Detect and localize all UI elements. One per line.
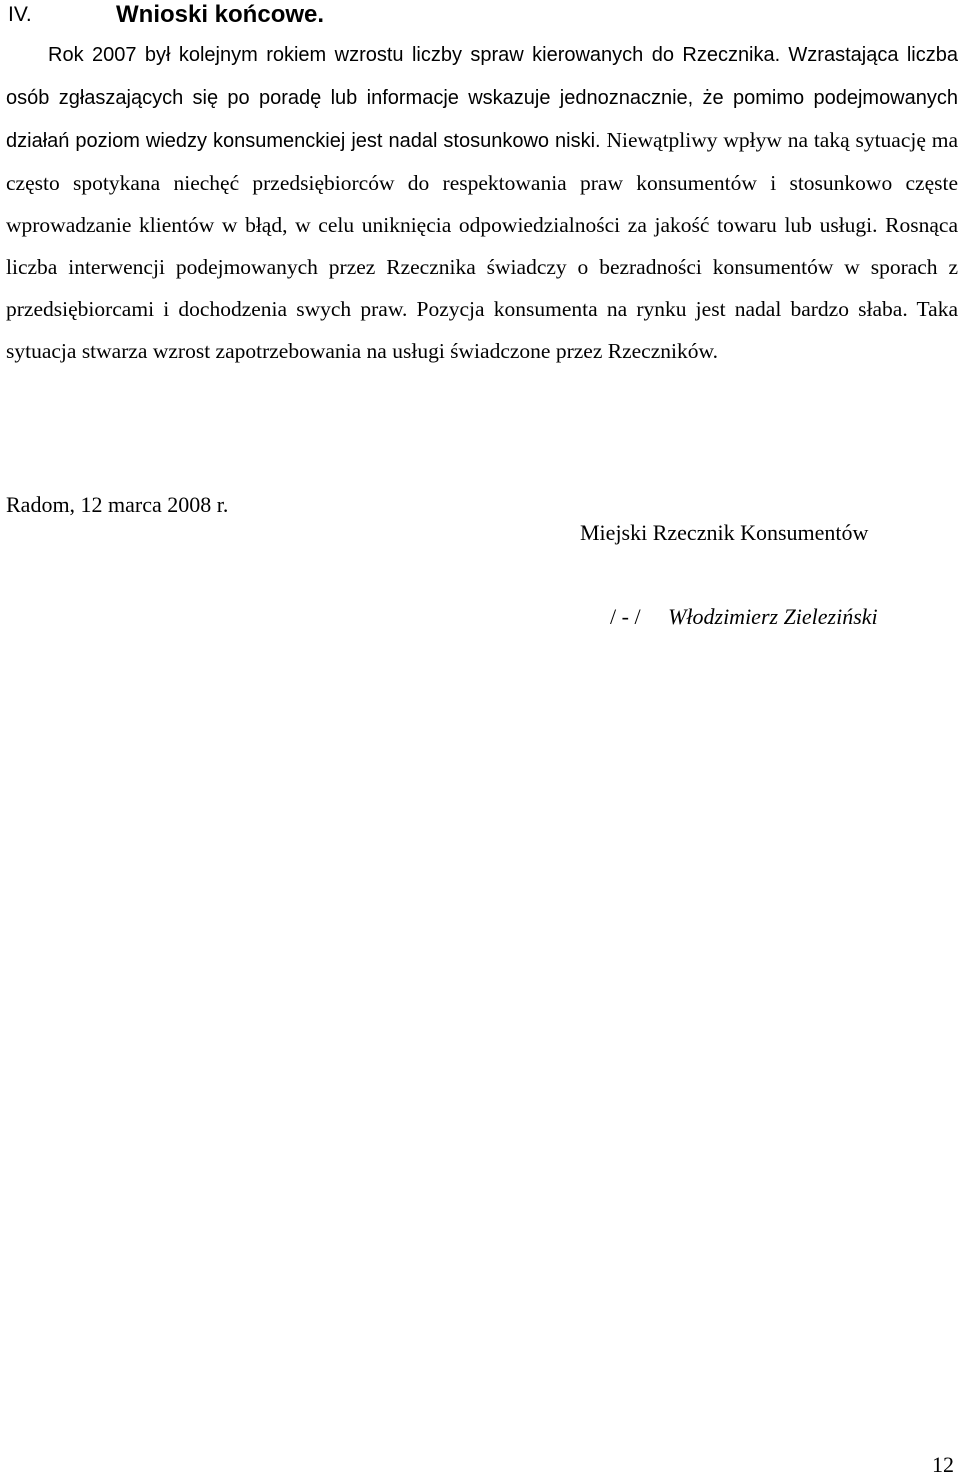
paragraph-sentence-2: Wzrastająca liczba osób zgłaszających się po poradę lub informacje wskazuje jednoznacznie, że pomimo podejmowanych działań poziom wiedzy konsumenckiej jest nadal stosunkowo niski. [6,44,958,152]
signature-mark: / - / [610,604,641,629]
paragraph-sentence-1: Rok 2007 był kolejnym rokiem wzrostu liczby spraw kierowanych do Rzecznika. [48,44,781,66]
paragraph-rest: Niewątpliwy wpływ na taką sytuację ma często spotykana niechęć przedsiębiorców do respektowania praw konsumentów i stosunkowo częste wprowadzanie klientów w błąd, w celu uniknięcia odpowiedzialności za jakość towaru lub usługi. Rosnąca liczba interwencji podejmowanych przez Rzecznika świadczy o bezradności konsumentów w sporach z przedsiębiorcami i dochodzenia swych praw. Pozycja konsumenta na rynku jest nadal bardzo słaba. Taka sytuacja stwarza wzrost zapotrzebowania na usługi świadczone przez Rzeczników. [6,128,959,363]
signatory-name: Włodzimierz Zieleziński [668,604,878,629]
section-title: Wnioski końcowe. [116,1,325,28]
page-number: 12 [932,1452,954,1477]
office-title: Miejski Rzecznik Konsumentów [580,520,869,545]
conclusions-paragraph [6,33,958,372]
place-and-date: Radom, 12 marca 2008 r. [6,492,229,517]
signature-line [610,603,878,631]
section-number: IV. [8,3,32,26]
